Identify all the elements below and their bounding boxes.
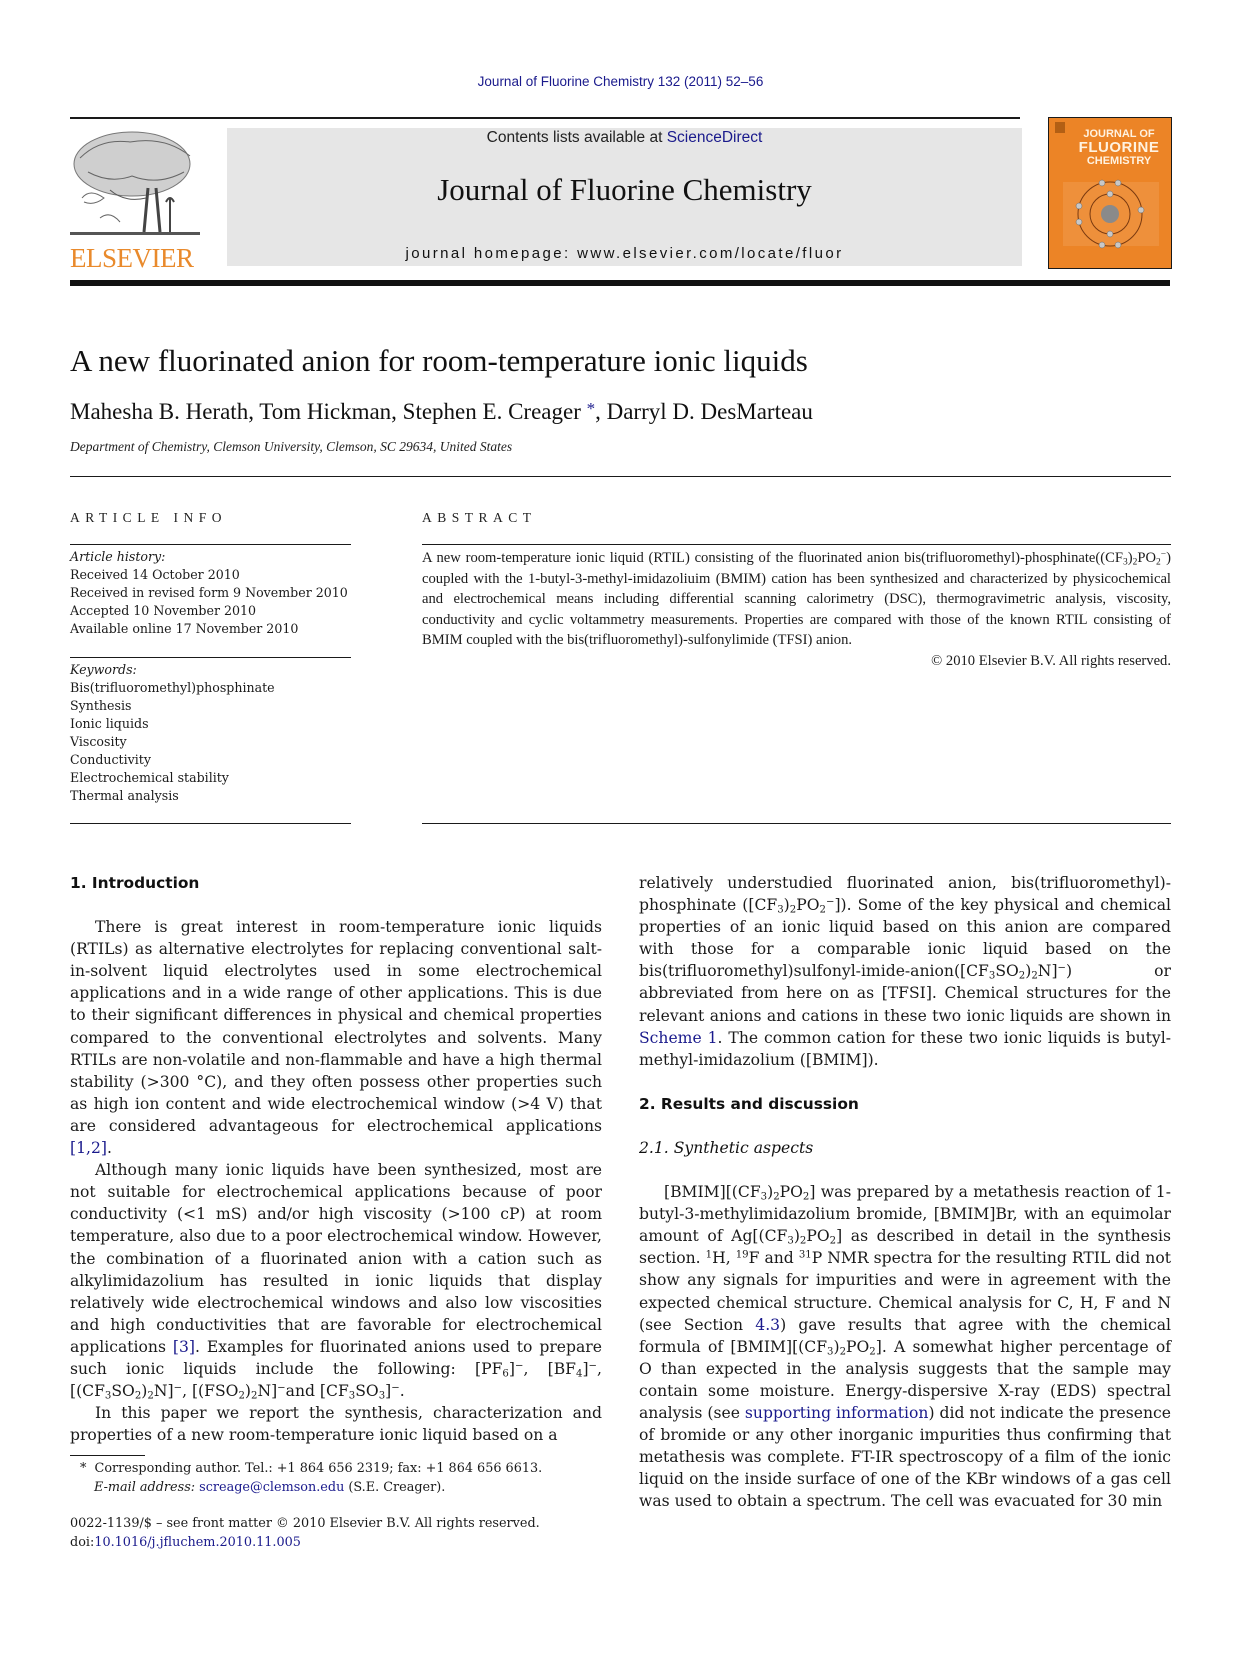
email-link[interactable]: screage@clemson.edu: [199, 1480, 345, 1495]
right-column: [639, 872, 1171, 1512]
footnote-email-line: [70, 1478, 630, 1497]
contents-prefix: Contents lists available at: [486, 129, 667, 146]
intro-p1-text: There is great interest in room-temperature ionic liquids (RTILs) as alternative electrolytes for replacing conventional salt-in-solvent liquid electrolytes used in some electrochemical applications and in a wide range of other applications. This is due to their significant differences in physical and chemical properties compared to the conventional electrolytes and solvents. Many RTILs are non-volatile and non-flammable and have a high thermal stability (>300 °C), and they often possess other properties such as high ion content and wide electrochemical window (>4 V) that are considered advantageous for electrochemical applications: [70, 918, 602, 1135]
journal-homepage[interactable]: journal homepage: www.elsevier.com/locate/fluor: [405, 245, 844, 262]
s21-text-a: was prepared by a metathesis reaction of 1-butyl-3-methylimidazolium bromide, [BMIM]Br, with an equimolar amount of Ag[(CF: [639, 1183, 1171, 1246]
elsevier-logo[interactable]: [70, 128, 200, 274]
cover-line-3: CHEMISTRY: [1086, 155, 1152, 167]
doi-label: doi:: [70, 1535, 95, 1550]
s21-text-b: ] as described in detail in the synthesis section.: [639, 1227, 1171, 1268]
intro-paragraph-1: There is great interest in room-temperature ionic liquids (RTILs) as alternative electrolytes for replacing conventional salt-in-solvent liquid electrolytes used in some electrochemical applications and in a wide range of other applications. This is due to their significant differences in physical and chemical properties compared to the conventional electrolytes and solvents. Many RTILs are non-volatile and non-flammable and have a high thermal stability (>300 °C), and they often possess other properties such as high ion content and wide electrochemical window (>4 V) that are considered advantageous for electrochemical applications [1,2].: [70, 918, 602, 1158]
abstract-rule-bottom: [422, 823, 1171, 824]
title-rule: [70, 476, 1171, 477]
cover-line-2: FLUORINE: [1078, 139, 1160, 156]
keyword-item: Electrochemical stability: [70, 770, 229, 785]
abstract-text-a: A new room-temperature ionic liquid (RTIL) consisting of the fluorinated anion bis(trifluoromethyl)-phosphinate((CF: [422, 550, 1123, 566]
article-info-rule-3: [70, 823, 351, 824]
keyword-item: Viscosity: [70, 734, 127, 749]
header-thick-rule: [70, 280, 1170, 286]
intro-paragraph-3: In this paper we report the synthesis, characterization and properties of a new room-temperature ionic liquid based on a: [70, 1404, 602, 1445]
front-matter: [70, 1514, 630, 1552]
authors-part-1: Mahesha B. Herath, Tom Hickman, Stephen E. Creager: [70, 399, 587, 424]
author-list: [70, 399, 813, 425]
s21-text-d: F and: [748, 1249, 799, 1268]
intro-p2-text-a: Although many ionic liquids have been synthesized, most are not suitable for electrochemical applications because of poor conductivity (<1 mS) and/or high viscosity (>100 cP) at room temperature, also due to a poor electrochemical window. However, the combination of a fluorinated anion with a cation such as alkylimidazolium has resulted in ionic liquids that display relatively wide electrochemical windows and also low viscosities and high conductivities that are favorable for electrochemical applications: [70, 1161, 602, 1356]
cont-text-a: relatively understudied fluorinated anion, bis(trifluoromethyl)-phosphinate ([CF: [639, 874, 1171, 915]
section-4-3-link[interactable]: 4.3: [755, 1315, 781, 1334]
cont-text-d: . The common cation for these two ionic liquids is butyl-methyl-imidazolium ([BMIM]).: [639, 1028, 1171, 1069]
article-info-heading: ARTICLE INFO: [70, 510, 228, 525]
elsevier-tree-icon: [70, 128, 200, 240]
keyword-item: Ionic liquids: [70, 716, 149, 731]
intro-paragraph-3-continued: relatively understudied fluorinated anion, bis(trifluoromethyl)-phosphinate $([CF_3)_2PO_2^-]$). Some of the key physical and chemical properties of an ionic liquid based on this anion are compared with those for a comparable ionic liquid based on the $bis(trifluoromethyl)sulfonyl-imide-anion([CF_3SO_2)_2N]^-$) or abbreviated from here on as [TFSI]. Chemical structures for the relevant anions and cations in these two ionic liquids are shown in Scheme 1. The common cation for these two ionic liquids is butyl-methyl-imidazolium ([BMIM]).: [639, 874, 1171, 1069]
footnote-rule: [70, 1455, 145, 1456]
abstract-text: A new room-temperature ionic liquid (RTIL) consisting of the fluorinated anion $bis(trifluoromethyl)-phosphinate((CF_3)_2PO_2^-)$ coupled with the 1-butyl-3-methyl-imidazoliuim (BMIM) cation has been synthesized and characterized by physicochemical and electrochemical means including differential scanning calorimetry (DSC), thermogravimetric analysis, viscosity, conductivity and cyclic voltammetry measurements. Properties are compared with those of the known RTIL consisting of BMIM coupled with the bis(trifluoromethyl)-sulfonylimide (TFSI) anion.: [422, 549, 1171, 648]
elsevier-mini-logo-icon: [1055, 122, 1065, 133]
keyword-item: Conductivity: [70, 752, 151, 767]
article-info-rule-1: [70, 544, 351, 545]
history-accepted: Accepted 10 November 2010: [70, 603, 257, 618]
section-2-heading: 2. Results and discussion: [639, 1094, 859, 1113]
article-info-rule-2: [70, 657, 351, 658]
footnote-phone: Corresponding author. Tel.: +1 864 656 2319; fax: +1 864 656 6613.: [94, 1461, 543, 1476]
article-history-label: Article history:: [70, 549, 166, 564]
keywords-label: Keywords:: [70, 662, 137, 677]
cover-title: [1073, 128, 1165, 167]
footnote-contact: [70, 1459, 630, 1478]
footnote-star: *: [80, 1461, 87, 1476]
keyword-item: Bis(trifluoromethyl)phosphinate: [70, 680, 275, 695]
issn-line: 0022-1139/$ – see front matter © 2010 Elsevier B.V. All rights reserved.: [70, 1516, 540, 1531]
corresponding-author-marker[interactable]: *: [586, 399, 596, 418]
sciencedirect-link[interactable]: ScienceDirect: [666, 129, 763, 146]
atom-icon: [1049, 176, 1171, 256]
abstract-heading: ABSTRACT: [422, 510, 537, 525]
keyword-item: Thermal analysis: [70, 788, 179, 803]
elsevier-wordmark: ELSEVIER: [70, 243, 194, 273]
s21-text-c: H,: [712, 1249, 736, 1268]
citation-3[interactable]: [3]: [172, 1337, 195, 1356]
abstract-body: [422, 548, 1171, 671]
authors-part-2: , Darryl D. DesMarteau: [595, 399, 813, 424]
footnote-corresponding: [70, 1459, 630, 1497]
doi-link[interactable]: 10.1016/j.jfluchem.2010.11.005: [94, 1535, 301, 1550]
cont-text-b: ]). Some of the key physical and chemical properties of an ionic liquid based on this anion are compared with those for a comparable ionic liquid based on the bis(trifluoromethyl)sulfonyl-imide-anion([CF: [639, 896, 1171, 981]
section-1-heading: 1. Introduction: [70, 874, 200, 892]
history-received: Received 14 October 2010: [70, 567, 240, 582]
s21-text-f: ) gave results that agree with the chemical formula of [BMIM][(CF: [639, 1315, 1171, 1356]
s21-text-g: ]. A somewhat higher percentage of O than expected in the analysis suggests that the sample may contain some moisture. Energy-dispersive X-ray (EDS) spectral analysis (see: [639, 1337, 1171, 1422]
abstract-text-b: ) coupled with the 1-butyl-3-methyl-imidazoliuim (BMIM) cation has been synthesized and characterized by physicochemical and electrochemical means including differential scanning calorimetry (DSC), thermogravimetric analysis, viscosity, conductivity and cyclic voltammetry measurements. Properties are compared with those of the known RTIL consisting of BMIM coupled with the bis(trifluoromethyl)-sulfonylimide (TFSI) anion.: [422, 550, 1171, 648]
affiliation: Department of Chemistry, Clemson University, Clemson, SC 29634, United States: [70, 439, 513, 454]
left-column: [70, 872, 602, 1446]
s21-text-h: ) did not indicate the presence of bromide or any other inorganic impurities thus confirming that metathesis was complete. FT-IR spectroscopy of a film of the ionic liquid on the inside surface of one of the KBr windows of a gas cell was used to obtain a spectrum. The cell was evacuated for 30 min: [639, 1403, 1171, 1511]
email-owner: (S.E. Creager).: [344, 1480, 446, 1495]
abstract-rule-top: [422, 544, 1171, 545]
keywords: [70, 661, 351, 805]
article-history: [70, 548, 351, 638]
cover-line-1: JOURNAL OF: [1083, 128, 1155, 140]
journal-cover-image[interactable]: [1048, 117, 1172, 269]
article-title: A new fluorinated anion for room-temperature ionic liquids: [70, 343, 808, 378]
supporting-information-link[interactable]: supporting information: [744, 1403, 929, 1422]
intro-paragraph-2: Although many ionic liquids have been synthesized, most are not suitable for electrochemical applications because of poor conductivity (<1 mS) and/or high viscosity (>100 cP) at room temperature, also due to a poor electrochemical window. However, the combination of a fluorinated anion with a cation such as alkylimidazolium has resulted in ionic liquids that display relatively wide electrochemical windows and also low viscosities and high conductivities that are favorable for electrochemical applications [3]. Examples for fluorinated anions used to prepare such ionic liquids include the following: $[PF_6]^-$, $[BF_4]^-$, $[(CF_3SO_2)_2N]^-$, $[(FSO_2)_2N]^-and$ $[CF_3SO_3]^-$.: [70, 1161, 602, 1402]
doi-line: [70, 1533, 630, 1552]
synthetic-aspects-paragraph: $[BMIM][(CF_3)_2PO_2]$ was prepared by a metathesis reaction of 1-butyl-3-methylimidazolium bromide, [BMIM]Br, with an equimolar amount of $Ag[(CF_3)_2PO_2]$ as described in detail in the synthesis section. $^1$H, $^{19}$F and $^{31}$P NMR spectra for the resulting RTIL did not show any signals for impurities and were in agreement with the expected chemical structure. Chemical analysis for C, H, F and N (see Section 4.3) gave results that agree with the chemical formula of $[BMIM][(CF_3)_2PO_2]$. A somewhat higher percentage of O than expected in the analysis suggests that the sample may contain some moisture. Energy-dispersive X-ray (EDS) spectral analysis (see supporting information) did not indicate the presence of bromide or any other inorganic impurities thus confirming that metathesis was complete. FT-IR spectroscopy of a film of the ionic liquid on the inside surface of one of the KBr windows of a gas cell was used to obtain a spectrum. The cell was evacuated for 30 min: [639, 1183, 1171, 1511]
history-revised: Received in revised form 9 November 2010: [70, 585, 348, 600]
cont-text-c: ) or abbreviated from here on as [TFSI]. Chemical structures for the relevant anions and cations in these two ionic liquids are shown in: [639, 962, 1171, 1025]
journal-banner: [227, 128, 1022, 266]
citation-1-2[interactable]: [1,2]: [70, 1139, 107, 1158]
history-online: Available online 17 November 2010: [70, 621, 299, 636]
email-label: E-mail address:: [94, 1480, 200, 1495]
journal-title: Journal of Fluorine Chemistry: [437, 172, 812, 207]
section-2-1-heading: 2.1. Synthetic aspects: [639, 1138, 814, 1157]
header-rule: [70, 117, 1020, 119]
scheme-1-link[interactable]: Scheme 1: [639, 1028, 718, 1047]
running-head: Journal of Fluorine Chemistry 132 (2011) 52–56: [477, 74, 764, 89]
abstract-copyright: © 2010 Elsevier B.V. All rights reserved.: [931, 652, 1171, 669]
contents-line: [227, 129, 1022, 147]
keyword-item: Synthesis: [70, 698, 132, 713]
s21-text-e: P NMR spectra for the resulting RTIL did not show any signals for impurities and were in agreement with the expected chemical structure. Chemical analysis for C, H, F and N (see Section: [639, 1249, 1171, 1334]
intro-p2-text-b: . Examples for fluorinated anions used to prepare such ionic liquids include the following:: [70, 1337, 602, 1378]
